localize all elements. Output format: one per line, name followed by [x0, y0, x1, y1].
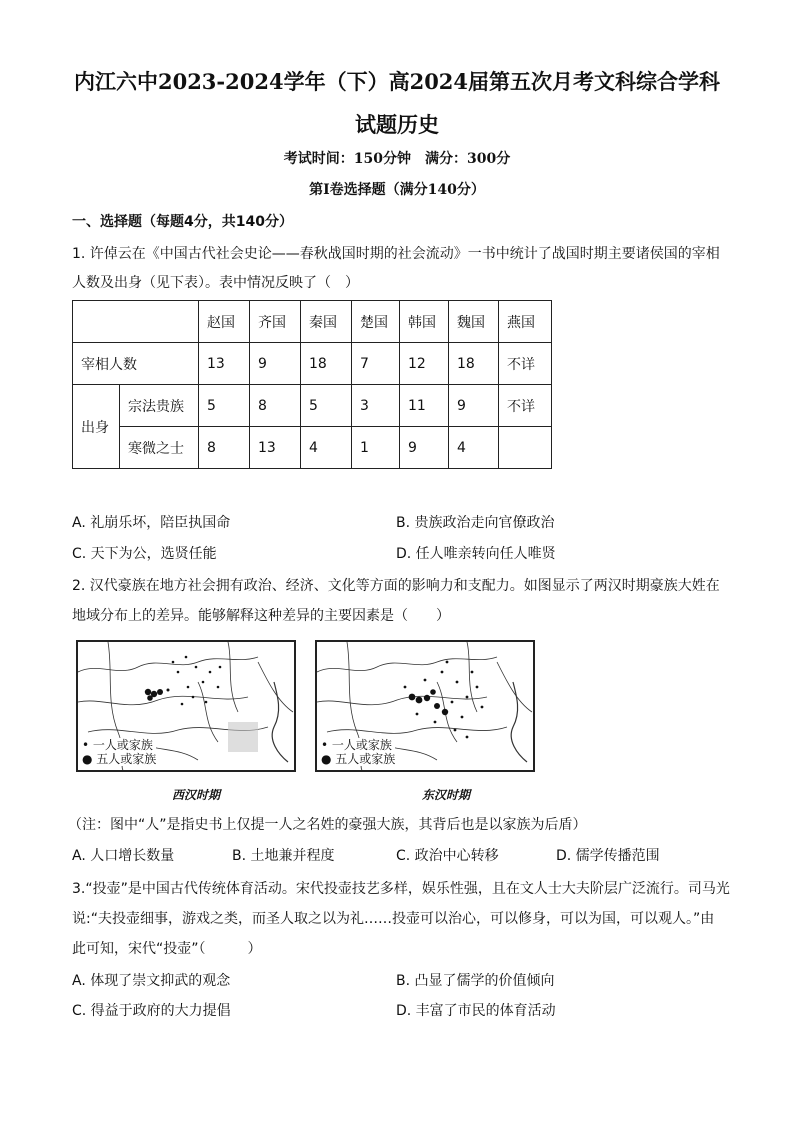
table-cell: 不详 [499, 385, 552, 427]
table-cell: 9 [400, 427, 449, 469]
large-dot-icon: ● [321, 752, 336, 766]
table-corner [73, 301, 199, 343]
legend-small-label: 一人或家族 [331, 738, 392, 752]
q2-option-c[interactable]: C. 政治中心转移 [396, 848, 499, 864]
caption-western-han: 西汉时期 [172, 788, 221, 802]
q1-option-a[interactable]: A. 礼崩乐坏，陪臣执国命 [72, 515, 231, 531]
exam-title-line1: 内江六中2023-2024学年（下）高2024届第五次月考文科综合学科 [73, 69, 721, 94]
table-cell: 9 [449, 385, 499, 427]
table-cell: 12 [400, 343, 449, 385]
table-cell: 13 [250, 427, 301, 469]
legend-small-label: 一人或家族 [92, 738, 153, 752]
large-dot-icon: ● [82, 752, 97, 766]
table-header: 赵国 [199, 301, 250, 343]
exam-info: 考试时间：150分钟 满分：300分 [283, 151, 511, 167]
table-header: 齐国 [250, 301, 301, 343]
table-cell: 5 [199, 385, 250, 427]
q2-option-b[interactable]: B. 土地兼并程度 [232, 848, 335, 864]
table-cell: 18 [301, 343, 352, 385]
exam-title-line2: 试题历史 [355, 112, 439, 137]
q1-option-c[interactable]: C. 天下为公，选贤任能 [72, 546, 217, 562]
table-cell: 9 [250, 343, 301, 385]
table-cell: 不详 [499, 343, 552, 385]
row-label: 寒微之士 [120, 427, 199, 469]
q2-stem-line2: 地域分布上的差异。能够解释这种差异的主要因素是（ ） [72, 608, 450, 624]
row-label-origin: 出身 [73, 385, 120, 469]
caption-eastern-han: 东汉时期 [422, 788, 471, 802]
row-label: 宗法贵族 [120, 385, 199, 427]
table-cell: 3 [352, 385, 400, 427]
table-cell: 13 [199, 343, 250, 385]
table-cell: 11 [400, 385, 449, 427]
q3-stem-line1: 3.“投壶”是中国古代传统体育活动。宋代投壶技艺多样，娱乐性强，且在文人士大夫阶层广泛流行。司马光 [72, 881, 730, 897]
table-header: 韩国 [400, 301, 449, 343]
q2-note: （注：图中“人”是指史书上仅提一人之名姓的豪强大族，其背后也是以家族为后盾） [68, 817, 587, 833]
table-header: 楚国 [352, 301, 400, 343]
section-heading: 一、选择题（每题4分，共140分） [72, 214, 293, 230]
q3-stem-line2: 说:“夫投壶细事，游戏之类，而圣人取之以为礼……投壶可以治心，可以修身，可以为国，可以观人。”由 [72, 911, 715, 927]
table-cell: 18 [449, 343, 499, 385]
table-cell: 8 [250, 385, 301, 427]
row-label: 宰相人数 [73, 343, 199, 385]
table-cell: 7 [352, 343, 400, 385]
table-cell: 4 [301, 427, 352, 469]
table-header: 魏国 [449, 301, 499, 343]
legend-large-label: 五人或家族 [96, 752, 157, 766]
chancellor-table [72, 300, 552, 469]
q3-stem-line3: 此可知，宋代“投壶”（ ） [72, 941, 262, 957]
q2-stem-line1: 2. 汉代豪族在地方社会拥有政治、经济、文化等方面的影响力和支配力。如图显示了两汉时期豪族大姓在 [72, 578, 720, 594]
part-title: 第Ⅰ卷选择题（满分140分） [309, 182, 485, 198]
table-cell: 4 [449, 427, 499, 469]
q1-option-b[interactable]: B. 贵族政治走向官僚政治 [396, 515, 555, 531]
table-header: 燕国 [499, 301, 552, 343]
q1-stem-line1: 1. 许倬云在《中国古代社会史论——春秋战国时期的社会流动》一书中统计了战国时期主要诸侯国的宰相 [72, 246, 720, 262]
map-legend-west [82, 738, 156, 766]
q2-option-d[interactable]: D. 儒学传播范围 [556, 848, 660, 864]
map-eastern-han [315, 640, 535, 772]
q1-option-d[interactable]: D. 任人唯亲转向任人唯贤 [396, 546, 556, 562]
q1-stem-line2: 人数及出身（见下表）。表中情况反映了（ ） [72, 275, 359, 291]
q3-option-b[interactable]: B. 凸显了儒学的价值倾向 [396, 973, 555, 989]
map-western-han [76, 640, 296, 772]
q3-option-d[interactable]: D. 丰富了市民的体育活动 [396, 1003, 556, 1019]
small-dot-icon: • [321, 738, 332, 752]
map-legend-east [321, 738, 395, 766]
table-header: 秦国 [301, 301, 352, 343]
table-cell: 1 [352, 427, 400, 469]
legend-large-label: 五人或家族 [335, 752, 396, 766]
q2-option-a[interactable]: A. 人口增长数量 [72, 848, 175, 864]
q3-option-a[interactable]: A. 体现了崇文抑武的观念 [72, 973, 231, 989]
table-cell: 5 [301, 385, 352, 427]
table-cell [499, 427, 552, 469]
table-cell: 8 [199, 427, 250, 469]
small-dot-icon: • [82, 738, 93, 752]
q3-option-c[interactable]: C. 得益于政府的大力提倡 [72, 1003, 231, 1019]
